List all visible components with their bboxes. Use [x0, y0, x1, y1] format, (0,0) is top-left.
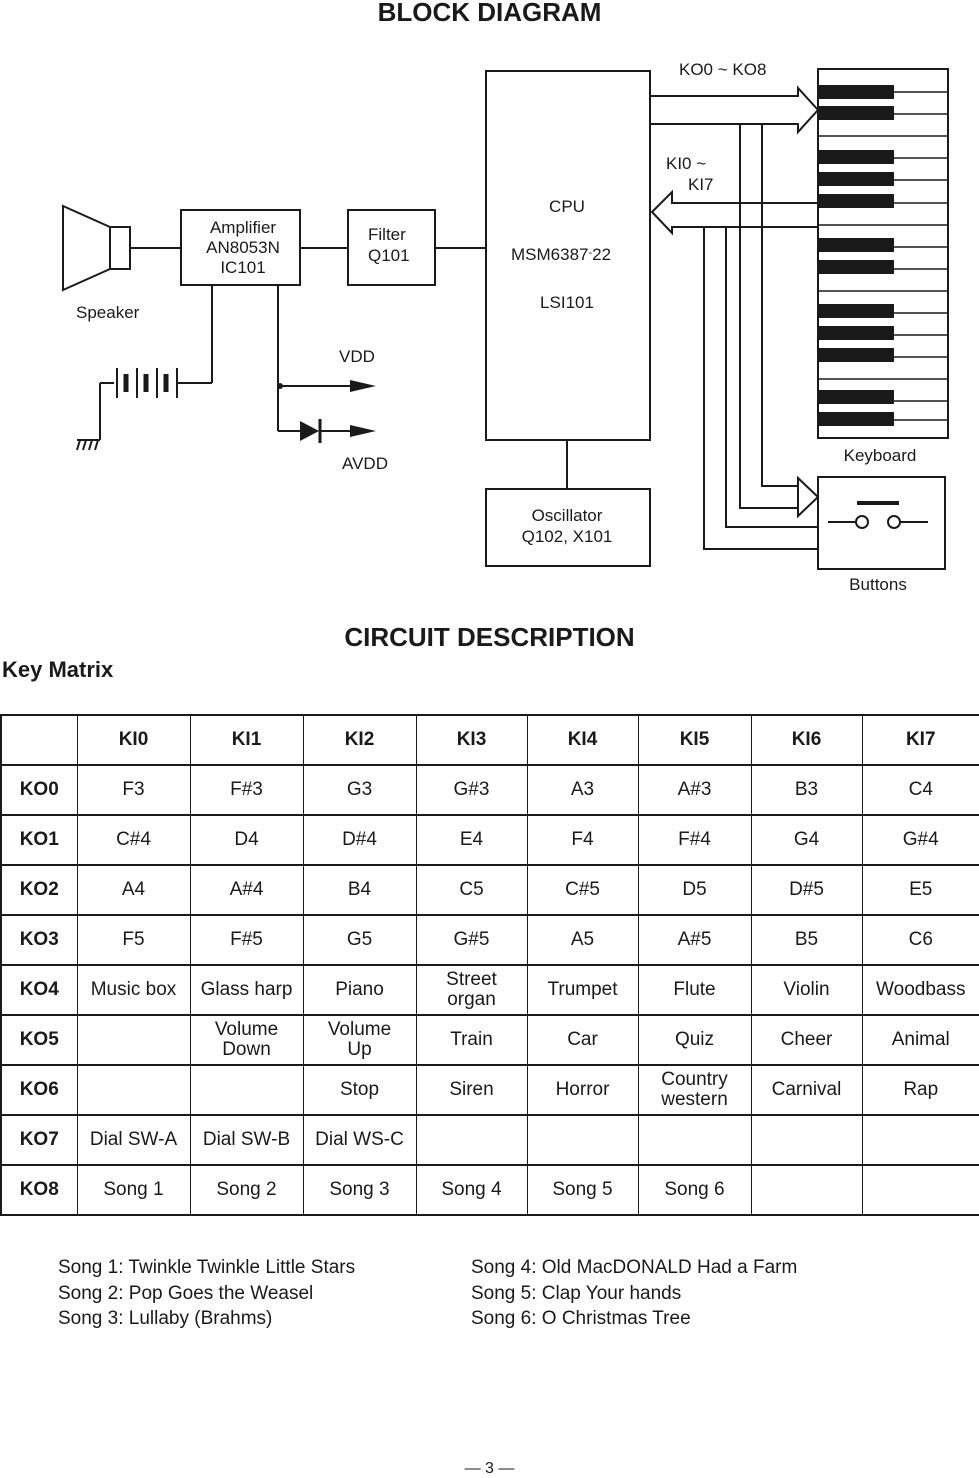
table-cell [751, 1115, 862, 1165]
speaker-magnet [110, 227, 130, 269]
table-cell: Cheer [751, 1015, 862, 1065]
cpu-chip-label: MSM6387-22 [511, 245, 612, 264]
oscillator-label-1: Oscillator [531, 506, 603, 525]
table-cell: Violin [751, 965, 862, 1015]
speaker-cone [63, 206, 110, 290]
key-matrix-table [0, 714, 979, 1216]
table-cell: C5 [416, 865, 527, 915]
table-cell: Song 2 [190, 1165, 303, 1215]
table-cell: D#5 [751, 865, 862, 915]
table-cell [862, 1165, 979, 1215]
row-header: KO8 [1, 1165, 77, 1215]
table-cell: E4 [416, 815, 527, 865]
table-cell: Song 5 [527, 1165, 638, 1215]
filter-label-1: Filter [368, 225, 406, 244]
table-cell: G#3 [416, 765, 527, 815]
key-matrix-title: Key Matrix [2, 657, 114, 682]
table-cell: G#5 [416, 915, 527, 965]
table-cell: D#4 [303, 815, 416, 865]
row-header: KO1 [1, 815, 77, 865]
song-list-item: Song 5: Clap Your hands [471, 1282, 682, 1304]
table-cell: B3 [751, 765, 862, 815]
filter-label-2: Q101 [368, 246, 410, 265]
table-cell: Carnival [751, 1065, 862, 1115]
amplifier-label-3: IC101 [220, 258, 266, 277]
column-header: KI3 [416, 715, 527, 765]
song-list-item: Song 4: Old MacDONALD Had a Farm [471, 1257, 798, 1278]
table-cell: F#4 [638, 815, 751, 865]
column-header: KI5 [638, 715, 751, 765]
diode-symbol [300, 419, 320, 443]
song-list-item: Song 6: O Christmas Tree [471, 1308, 691, 1329]
column-header: KI0 [77, 715, 190, 765]
table-cell: Flute [638, 965, 751, 1015]
table-cell: Song 1 [77, 1165, 190, 1215]
table-cell [416, 1115, 527, 1165]
table-cell: B4 [303, 865, 416, 915]
cpu-label: CPU [549, 197, 585, 216]
column-header: KI2 [303, 715, 416, 765]
table-header-row [1, 715, 979, 765]
page-number: — 3 — [464, 1460, 515, 1477]
table-cell: Rap [862, 1065, 979, 1115]
table-cell: Train [416, 1015, 527, 1065]
table-cell: F3 [77, 765, 190, 815]
oscillator-label-2: Q102, X101 [521, 527, 613, 546]
ko-bus-arrow [650, 88, 818, 132]
table-cell: C6 [862, 915, 979, 965]
table-cell [527, 1115, 638, 1165]
table-cell: A#3 [638, 765, 751, 815]
table-cell: Trumpet [527, 965, 638, 1015]
ki-bus-arrow [652, 192, 818, 233]
table-cell: E5 [862, 865, 979, 915]
column-header: KI4 [527, 715, 638, 765]
table-cell: G5 [303, 915, 416, 965]
avdd-label: AVDD [342, 454, 388, 473]
battery-symbol [77, 368, 186, 450]
table-cell: F#5 [190, 915, 303, 965]
row-header: KO2 [1, 865, 77, 915]
table-cell: Volume Up [303, 1015, 416, 1065]
column-header: KI6 [751, 715, 862, 765]
row-header: KO6 [1, 1065, 77, 1115]
table-row [1, 965, 979, 1015]
cpu-lsi-label: LSI101 [540, 293, 594, 312]
vdd-label: VDD [339, 347, 375, 366]
table-cell: G3 [303, 765, 416, 815]
amplifier-label-2: AN8053N [206, 238, 280, 257]
table-cell: Dial SW-B [190, 1115, 303, 1165]
song-list-left [58, 1255, 355, 1332]
table-cell: Car [527, 1015, 638, 1065]
table-cell: C#5 [527, 865, 638, 915]
speaker-label: Speaker [76, 303, 140, 322]
table-cell: Stop [303, 1065, 416, 1115]
table-row [1, 1065, 979, 1115]
ki-label-1: KI0 ~ [666, 154, 707, 173]
table-cell: Country western [638, 1065, 751, 1115]
song-list-item: Song 2: Pop Goes the Weasel [58, 1282, 314, 1304]
column-header: KI1 [190, 715, 303, 765]
circuit-description-title: CIRCUIT DESCRIPTION [344, 622, 635, 652]
table-cell: Glass harp [190, 965, 303, 1015]
table-cell: Song 4 [416, 1165, 527, 1215]
column-header: KI7 [862, 715, 979, 765]
table-cell: Piano [303, 965, 416, 1015]
table-cell [77, 1015, 190, 1065]
table-cell: G#4 [862, 815, 979, 865]
table-row [1, 865, 979, 915]
song-list-right [471, 1255, 797, 1332]
table-cell: Siren [416, 1065, 527, 1115]
buttons-label: Buttons [849, 575, 907, 594]
table-cell: Street organ [416, 965, 527, 1015]
table-cell: Animal [862, 1015, 979, 1065]
table-cell: C4 [862, 765, 979, 815]
row-header: KO7 [1, 1115, 77, 1165]
table-row [1, 1115, 979, 1165]
row-header: KO0 [1, 765, 77, 815]
table-cell: A5 [527, 915, 638, 965]
table-cell: Woodbass [862, 965, 979, 1015]
keyboard-symbol [818, 69, 948, 438]
ko-label: KO0 ~ KO8 [679, 60, 767, 79]
keyboard-label: Keyboard [843, 446, 917, 465]
table-cell: G4 [751, 815, 862, 865]
table-row [1, 1015, 979, 1065]
table-cell: A4 [77, 865, 190, 915]
table-cell: A3 [527, 765, 638, 815]
song-list-item: Song 3: Lullaby (Brahms) [58, 1308, 273, 1329]
table-cell [862, 1115, 979, 1165]
table-cell: A#5 [638, 915, 751, 965]
table-cell: F5 [77, 915, 190, 965]
table-cell: Song 6 [638, 1165, 751, 1215]
table-cell: Horror [527, 1065, 638, 1115]
table-cell: Music box [77, 965, 190, 1015]
table-row [1, 815, 979, 865]
block-diagram [0, 0, 979, 610]
table-cell: Quiz [638, 1015, 751, 1065]
table-cell: Dial WS-C [303, 1115, 416, 1165]
table-cell [77, 1065, 190, 1115]
table-row [1, 765, 979, 815]
corner-header-cell [1, 715, 77, 765]
row-header: KO3 [1, 915, 77, 965]
ki-label-2: KI7 [688, 175, 714, 194]
table-row [1, 915, 979, 965]
table-cell: F4 [527, 815, 638, 865]
table-cell: A#4 [190, 865, 303, 915]
table-cell: D5 [638, 865, 751, 915]
table-cell: F#3 [190, 765, 303, 815]
table-cell [751, 1165, 862, 1215]
table-cell: C#4 [77, 815, 190, 865]
table-cell [638, 1115, 751, 1165]
row-header: KO4 [1, 965, 77, 1015]
table-cell: Song 3 [303, 1165, 416, 1215]
table-cell [190, 1065, 303, 1115]
table-cell: B5 [751, 915, 862, 965]
table-cell: Dial SW-A [77, 1115, 190, 1165]
song-list-item: Song 1: Twinkle Twinkle Little Stars [58, 1257, 356, 1278]
block-diagram-title: BLOCK DIAGRAM [377, 0, 602, 27]
row-header: KO5 [1, 1015, 77, 1065]
table-row [1, 1165, 979, 1215]
amplifier-label-1: Amplifier [209, 218, 277, 237]
buttons-symbol [818, 477, 945, 569]
table-cell: D4 [190, 815, 303, 865]
table-cell: Volume Down [190, 1015, 303, 1065]
